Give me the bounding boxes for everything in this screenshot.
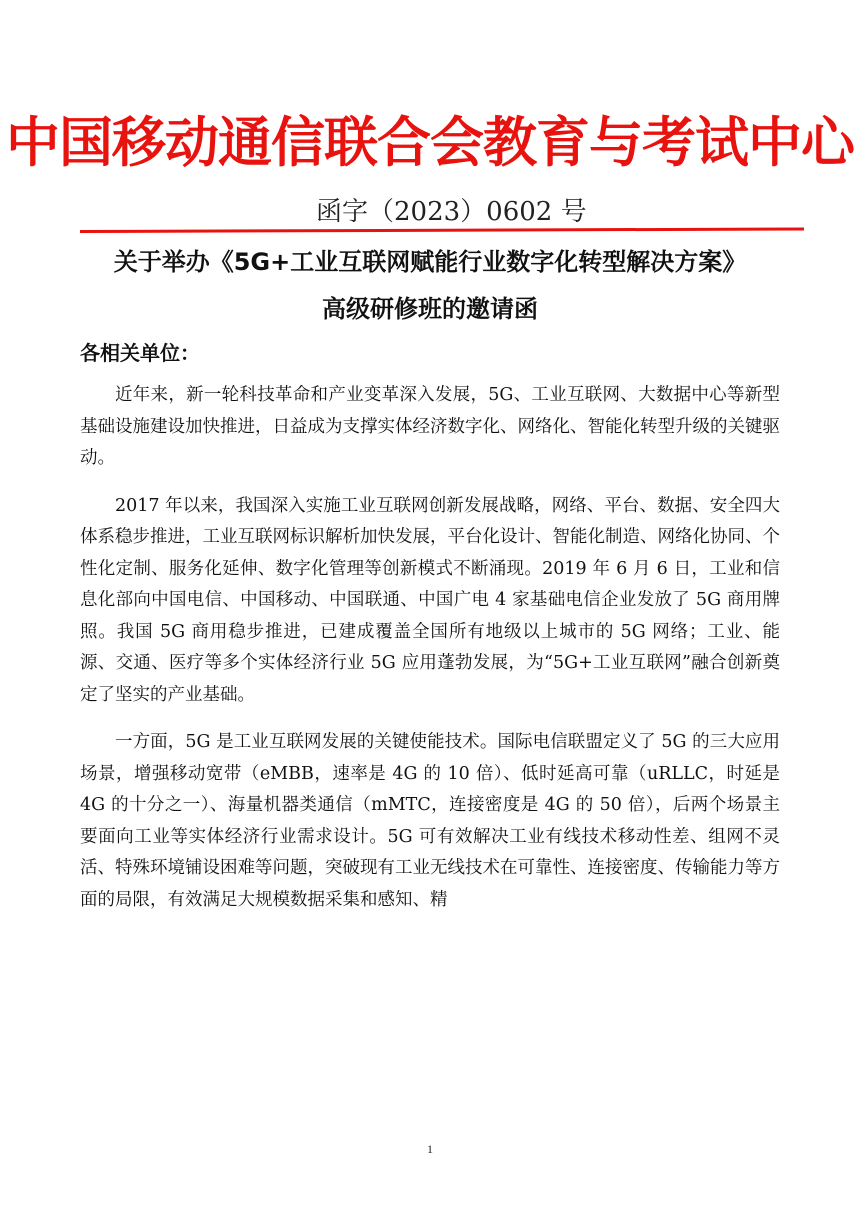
organization-header: 中国移动通信联合会教育与考试中心 [6,111,854,174]
salutation: 各相关单位： [80,341,200,365]
page-number: 1 [427,1142,433,1156]
header-divider [80,227,804,233]
document-title-line-1: 关于举办《5G+工业互联网赋能行业数字化转型解决方案》 [113,248,747,276]
body-paragraph: 2017 年以来，我国深入实施工业互联网创新发展战略，网络、平台、数据、安全四大体系稳步推进，工业互联网标识解析加快发展，平台化设计、智能化制造、网络化协同、个性化定制、服务化延伸、数字化管理等创新模式不断涌现。2019 年 6 月 6 日，工业和信息化部向中国电信、中国移动、中国联通、中国广电 4 家基础电信企业发放了 5G 商用牌照。我国 5G 商用稳步推进，已建成覆盖全国所有地级以上城市的 5G 网络；工业、能源、交通、医疗等多个实体经济行业 5G 应用蓬勃发展，为“5G+工业互联网”融合创新奠定了坚实的产业基础。 [80,495,780,705]
letter-body [80,380,780,932]
body-paragraph: 近年来，新一轮科技革命和产业变革深入发展，5G、工业互联网、大数据中心等新型基础设施建设加快推进，日益成为支撑实体经济数字化、网络化、智能化转型升级的关键驱动。 [80,385,780,468]
document-title-line-2: 高级研修班的邀请函 [322,295,538,323]
body-paragraph: 一方面，5G 是工业互联网发展的关键使能技术。国际电信联盟定义了 5G 的三大应用场景，增强移动宽带（eMBB，速率是 4G 的 10 倍）、低时延高可靠（uRLLC，时延是 4G 的十分之一）、海量机器类通信（mMTC，连接密度是 4G 的 50 倍），后两个场景主要面向工业等实体经济行业需求设计。5G 可有效解决工业有线技术移动性差、组网不灵活、特殊环境铺设困难等问题，突破现有工业无线技术在可靠性、连接密度、传输能力等方面的局限，有效满足大规模数据采集和感知、精 [80,732,780,910]
document-number: 函字（2023）0602 号 [316,197,587,227]
